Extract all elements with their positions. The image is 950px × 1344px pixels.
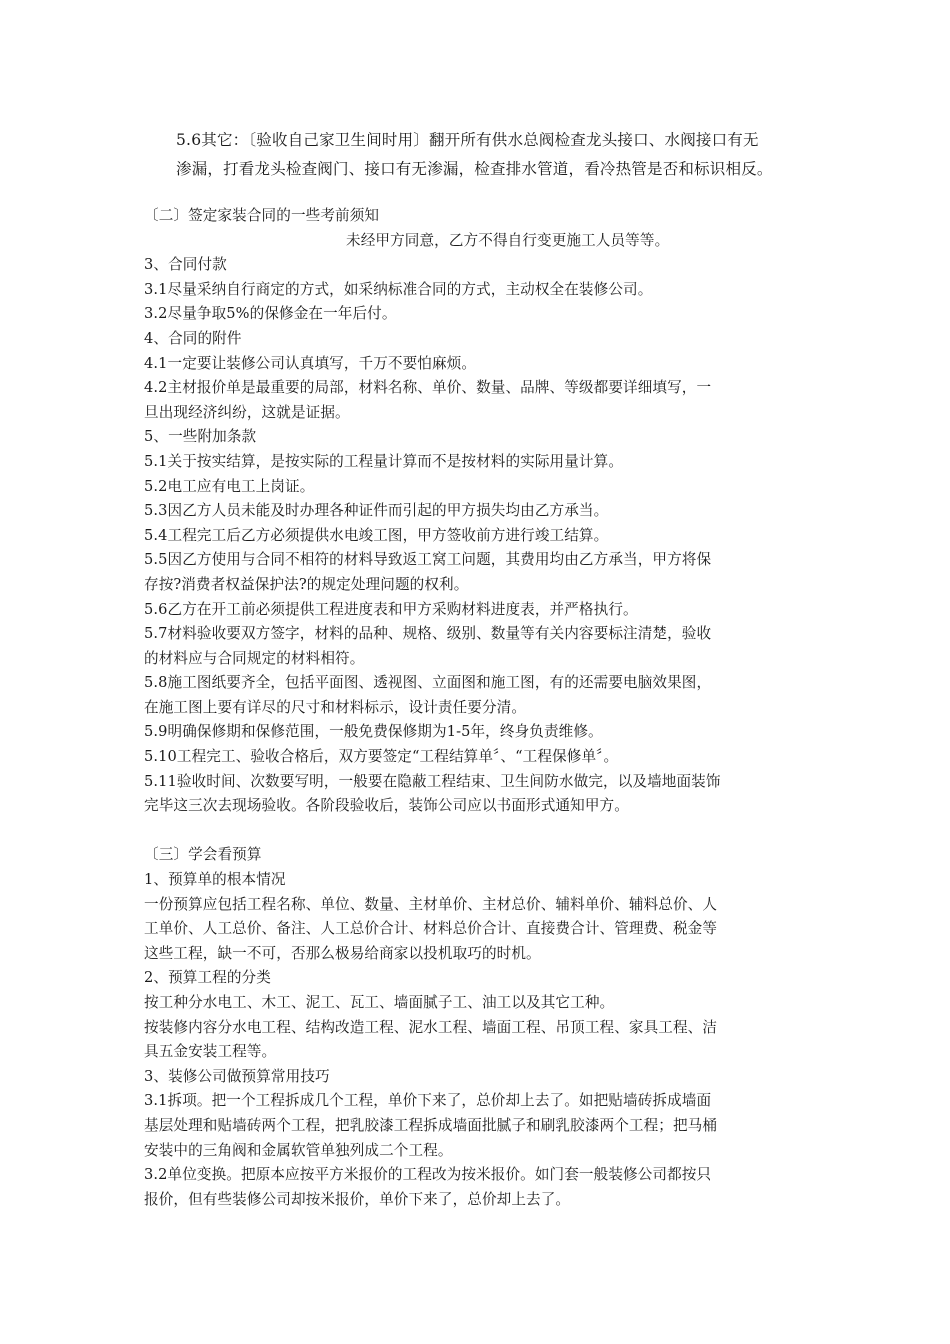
text-line: 5.2电工应有电工上岗证。 bbox=[144, 477, 315, 495]
text-line: 在施工图上要有详尽的尺寸和材料标示，设计责任要分清。 bbox=[144, 698, 527, 716]
text-line: 5.4工程完工后乙方必须提供水电竣工图，甲方签收前方进行竣工结算。 bbox=[144, 526, 609, 544]
text-line: 5.7材料验收要双方签字，材料的品种、规格、级别、数量等有关内容要标注清楚，验收 bbox=[144, 625, 712, 643]
text-line: 安装中的三角阀和金属软管单独列成二个工程。 bbox=[144, 1141, 453, 1159]
text-line: 按工种分水电工、木工、泥工、瓦工、墙面腻子工、油工以及其它工种。 bbox=[144, 994, 615, 1011]
text-line: 5.8施工图纸要齐全，包括平面图、透视图、立面图和施工图，有的还需要电脑效果图， bbox=[144, 674, 712, 692]
text-line: 1、预算单的根本情况 bbox=[144, 871, 286, 889]
text-line: 3.1拆项。把一个工程拆成几个工程，单价下来了，总价却上去了。如把贴墙砖拆成墙面 bbox=[144, 1092, 712, 1110]
section-2-centered-note: 未经甲方同意，乙方不得自行变更施工人员等等。 bbox=[346, 231, 670, 249]
text-line: 3.2尽量争取5%的保修金在一年后付。 bbox=[144, 305, 397, 323]
text-line: 具五金安装工程等。 bbox=[144, 1043, 277, 1061]
section-3-heading: 〔三〕学会看预算 bbox=[144, 846, 262, 864]
text-line: 旦出现经济纠纷，这就是证据。 bbox=[144, 403, 350, 421]
text-line: 3.2单位变换。把原本应按平方米报价的工程改为按米报价。如门套一般装修公司都按只 bbox=[144, 1166, 712, 1184]
text-line: 这些工程，缺一不可，否那么极易给商家以投机取巧的时机。 bbox=[144, 944, 541, 962]
text-line: 3、合同付款 bbox=[144, 256, 227, 274]
text-line: 5.1关于按实结算，是按实际的工程量计算而不是按材料的实际用量计算。 bbox=[144, 452, 624, 470]
text-line: 2、预算工程的分类 bbox=[144, 969, 271, 987]
text-line: 按装修内容分水电工程、结构改造工程、泥水工程、墙面工程、吊顶工程、家具工程、洁 bbox=[144, 1018, 718, 1036]
text-line: 5.11验收时间、次数要写明，一般要在隐蔽工程结束、卫生间防水做完，以及墙地面装饰 bbox=[144, 772, 721, 790]
text-line: 5.3因乙方人员未能及时办理各种证件而引起的甲方损失均由乙方承当。 bbox=[144, 502, 609, 520]
text-line: 5.5因乙方使用与合同不相符的材料导致返工窝工问题，其费用均由乙方承当，甲方将保 bbox=[144, 551, 712, 569]
section-spacer bbox=[144, 819, 816, 844]
text-line: 一份预算应包括工程名称、单位、数量、主材单价、主材总价、辅料单价、辅料总价、人 bbox=[144, 895, 718, 913]
section-2-heading: 〔二〕签定家装合同的一些考前须知 bbox=[144, 207, 380, 224]
text-line: 工单价、人工总价、备注、人工总价合计、材料总价合计、直接费合计、管理费、税金等 bbox=[144, 920, 718, 938]
text-line: 4.1一定要让装修公司认真填写，千万不要怕麻烦。 bbox=[144, 354, 477, 372]
text-line: 5、一些附加条款 bbox=[144, 428, 257, 446]
text-line: 存按?消费者权益保护法?的规定处理问题的权利。 bbox=[144, 575, 469, 593]
intro-paragraph bbox=[176, 126, 816, 184]
text-line: 3.1尽量采纳自行商定的方式，如采纳标准合同的方式，主动权全在装修公司。 bbox=[144, 280, 653, 298]
text-line: 5.6乙方在开工前必须提供工程进度表和甲方采购材料进度表，并严格执行。 bbox=[144, 600, 638, 618]
text-line: 3、装修公司做预算常用技巧 bbox=[144, 1067, 330, 1085]
text-line: 5.10工程完工、验收合格后，双方要签定“工程结算单〞、“工程保修单〞。 bbox=[144, 748, 619, 766]
document-body bbox=[144, 204, 816, 1212]
text-line: 4、合同的附件 bbox=[144, 329, 242, 347]
text-line: 报价，但有些装修公司却按米报价，单价下来了，总价却上去了。 bbox=[144, 1190, 571, 1208]
intro-line-2: 渗漏，打看龙头检查阀门、接口有无渗漏，检查排水管道，看冷热管是否和标识相反。 bbox=[176, 160, 773, 178]
text-line: 的材料应与合同规定的材料相符。 bbox=[144, 649, 365, 667]
text-line: 完毕这三次去现场验收。各阶段验收后，装饰公司应以书面形式通知甲方。 bbox=[144, 797, 629, 815]
text-line: 4.2主材报价单是最重要的局部，材料名称、单价、数量、品牌、等级都要详细填写，一 bbox=[144, 379, 712, 397]
text-line: 5.9明确保修期和保修范围，一般免费保修期为1-5年，终身负责维修。 bbox=[144, 723, 603, 741]
text-line: 基层处理和贴墙砖两个工程，把乳胶漆工程拆成墙面批腻子和刷乳胶漆两个工程；把马桶 bbox=[144, 1116, 718, 1134]
intro-line-1: 5.6其它：〔验收自己家卫生间时用〕翻开所有供水总阀检查龙头接口、水阀接口有无 bbox=[176, 131, 759, 149]
